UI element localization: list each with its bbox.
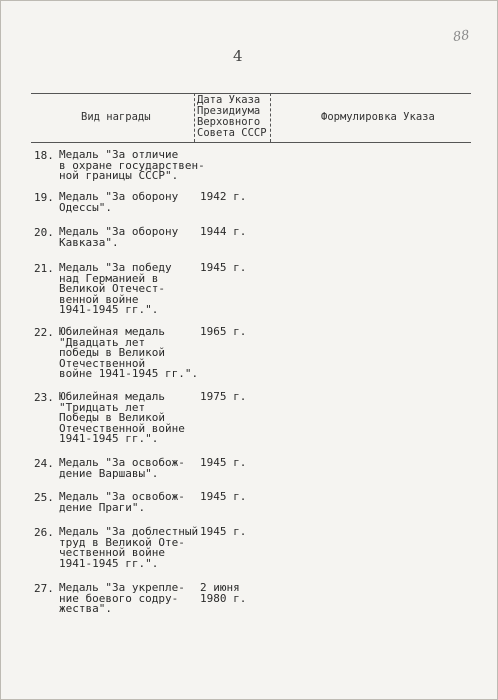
award-name: Юбилейная медаль "Двадцать лет победы в Великой Отечественной войне 1941-1945 гг.". — [59, 325, 199, 381]
column-separator — [194, 93, 195, 142]
archive-number: 88 — [452, 27, 471, 46]
decree-year: 1942 г. — [200, 190, 247, 203]
decree-year: 1945 г. — [200, 525, 247, 538]
table-header-bottom-rule — [31, 142, 471, 143]
entry-number: 25. — [34, 491, 54, 504]
decree-year: 2 июня 1980 г. — [200, 581, 247, 605]
entry-number: 19. — [34, 191, 54, 204]
page-number: 4 — [233, 47, 243, 65]
award-name: Медаль "За оборону Одессы". — [59, 190, 179, 214]
award-name: Медаль "За освобож- дение Праги". — [59, 490, 185, 514]
column-header-decree-wording: Формулировка Указа — [321, 111, 435, 123]
entry-number: 24. — [34, 457, 54, 470]
column-header-award-type: Вид награды — [81, 111, 151, 123]
decree-year: 1945 г. — [200, 490, 247, 503]
decree-year: 1945 г. — [200, 261, 247, 274]
decree-year: 1945 г. — [200, 456, 247, 469]
entry-number: 18. — [34, 149, 54, 162]
entry-number: 27. — [34, 582, 54, 595]
column-separator — [270, 93, 271, 142]
award-name: Медаль "За победу над Германией в Великой Отечест- венной войне 1941-1945 гг.". — [59, 261, 172, 317]
entry-number: 26. — [34, 526, 54, 539]
entry-number: 21. — [34, 262, 54, 275]
column-header-decree-date: Дата Указа Президиума Верховного Совета СССР — [197, 94, 267, 139]
decree-year: 1975 г. — [200, 390, 247, 403]
entry-number: 22. — [34, 326, 54, 339]
entry-number: 20. — [34, 226, 54, 239]
award-name: Медаль "За доблестный труд в Великой Оте- чественной войне 1941-1945 гг.". — [59, 525, 199, 570]
decree-year: 1965 г. — [200, 325, 247, 338]
decree-year: 1944 г. — [200, 225, 247, 238]
award-name: Медаль "За отличие в охране государствен- ной границы СССР". — [59, 148, 205, 183]
award-name: Медаль "За укрепле- ние боевого содру- жества". — [59, 581, 185, 616]
award-name: Медаль "За освобож- дение Варшавы". — [59, 456, 185, 480]
entry-number: 23. — [34, 391, 54, 404]
award-name: Юбилейная медаль "Тридцать лет Победы в Великой Отечественной войне 1941-1945 гг.". — [59, 390, 185, 446]
award-name: Медаль "За оборону Кавказа". — [59, 225, 179, 249]
